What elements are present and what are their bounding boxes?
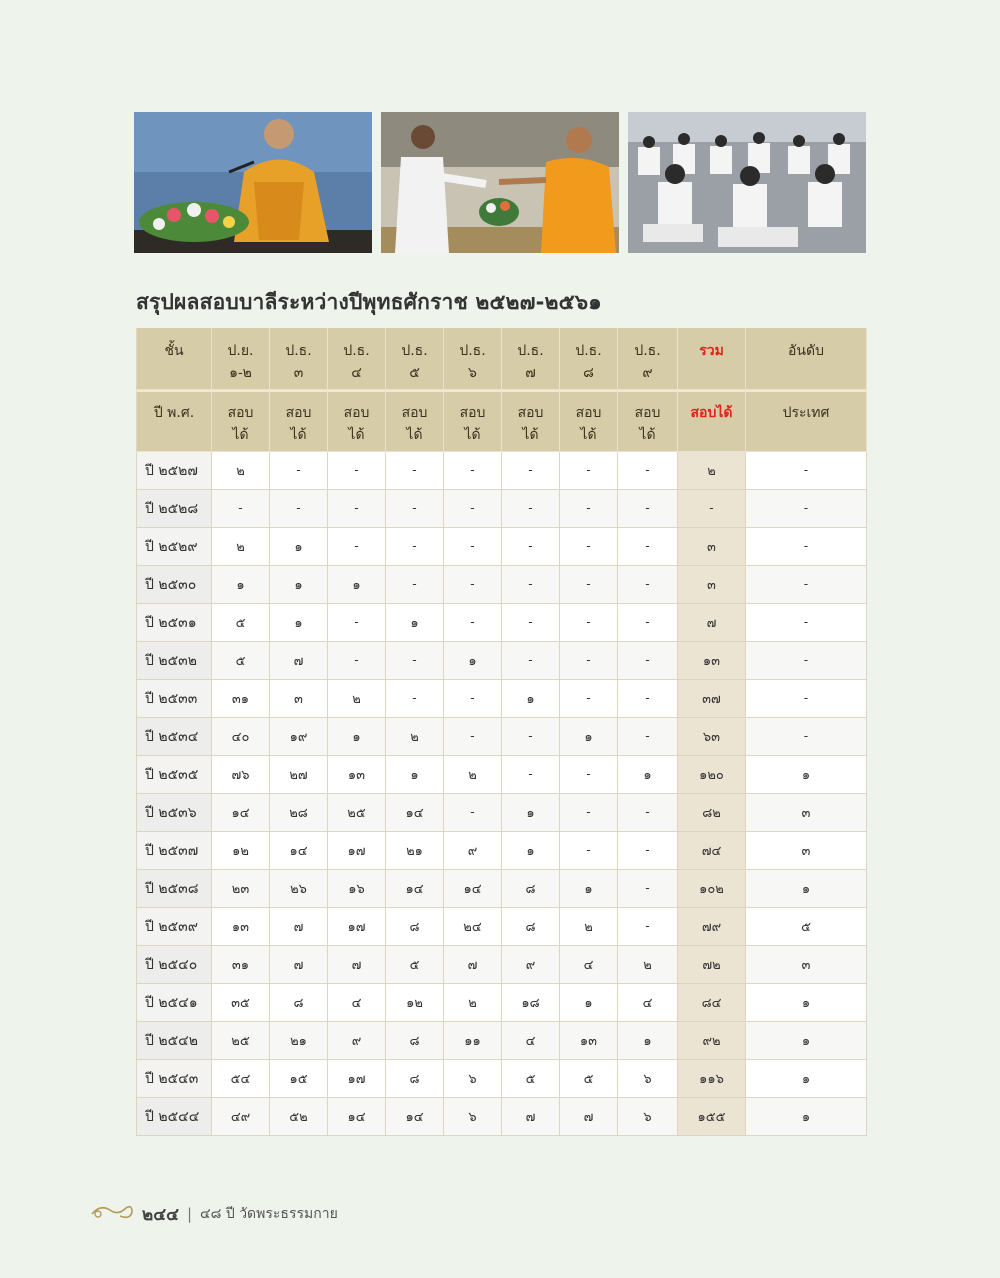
pass-count-cell: - bbox=[618, 680, 678, 718]
total-cell: ๗๔ bbox=[678, 832, 746, 870]
rank-cell: ๑ bbox=[746, 984, 867, 1022]
pass-count-cell: - bbox=[270, 452, 328, 490]
table-row bbox=[136, 870, 867, 908]
pass-count-cell: - bbox=[618, 604, 678, 642]
page-number: ๒๔๔ bbox=[142, 1204, 179, 1225]
pass-count-cell: ๖ bbox=[618, 1098, 678, 1136]
pass-count-cell: - bbox=[444, 528, 502, 566]
header-year-cell-0: ปี พ.ศ. bbox=[136, 390, 212, 452]
pass-count-cell: - bbox=[560, 566, 618, 604]
header-grade-cell-8: ป.ธ. ๙ bbox=[618, 328, 678, 390]
pass-count-cell: ๓ bbox=[270, 680, 328, 718]
year-cell: ปี ๒๕๓๙ bbox=[136, 908, 212, 946]
header-grade-cell-1: ป.ย. ๑-๒ bbox=[212, 328, 270, 390]
rank-cell: - bbox=[746, 452, 867, 490]
header-year-cell-8: สอบ ได้ bbox=[618, 390, 678, 452]
pass-count-cell: ๗ bbox=[270, 946, 328, 984]
header-grade-cell-6: ป.ธ. ๗ bbox=[502, 328, 560, 390]
pass-count-cell: ๒ bbox=[386, 718, 444, 756]
pass-count-cell: - bbox=[560, 604, 618, 642]
table-header bbox=[136, 328, 867, 452]
year-cell: ปี ๒๕๒๗ bbox=[136, 452, 212, 490]
pass-count-cell: ๒ bbox=[328, 680, 386, 718]
rank-cell: - bbox=[746, 718, 867, 756]
rank-cell: - bbox=[746, 490, 867, 528]
total-cell: ๓๗ bbox=[678, 680, 746, 718]
total-cell: ๗๙ bbox=[678, 908, 746, 946]
pass-count-cell: ๑ bbox=[386, 604, 444, 642]
total-cell: ๑๓ bbox=[678, 642, 746, 680]
header-year-cell-5: สอบ ได้ bbox=[444, 390, 502, 452]
table-row bbox=[136, 984, 867, 1022]
rank-cell: - bbox=[746, 528, 867, 566]
pass-count-cell: ๒๑ bbox=[386, 832, 444, 870]
year-cell: ปี ๒๕๔๒ bbox=[136, 1022, 212, 1060]
swirl-ornament-icon bbox=[90, 1202, 134, 1226]
pass-count-cell: ๑ bbox=[502, 680, 560, 718]
year-cell: ปี ๒๕๔๓ bbox=[136, 1060, 212, 1098]
pass-count-cell: ๙ bbox=[328, 1022, 386, 1060]
pass-count-cell: - bbox=[502, 452, 560, 490]
pass-count-cell: - bbox=[618, 490, 678, 528]
pass-count-cell: ๒ bbox=[444, 756, 502, 794]
pass-count-cell: ๖ bbox=[444, 1060, 502, 1098]
year-cell: ปี ๒๕๓๗ bbox=[136, 832, 212, 870]
total-cell: ๓ bbox=[678, 528, 746, 566]
year-cell: ปี ๒๕๔๑ bbox=[136, 984, 212, 1022]
header-year-cell-6: สอบ ได้ bbox=[502, 390, 560, 452]
total-cell: ๙๒ bbox=[678, 1022, 746, 1060]
pass-count-cell: ๑๑ bbox=[444, 1022, 502, 1060]
pass-count-cell: - bbox=[328, 604, 386, 642]
total-cell: - bbox=[678, 490, 746, 528]
total-cell: ๘๔ bbox=[678, 984, 746, 1022]
table-row bbox=[136, 832, 867, 870]
total-cell: ๘๒ bbox=[678, 794, 746, 832]
pass-count-cell: ๑ bbox=[618, 756, 678, 794]
header-year-cell-2: สอบ ได้ bbox=[270, 390, 328, 452]
pass-count-cell: ๑๖ bbox=[328, 870, 386, 908]
table-row bbox=[136, 490, 867, 528]
book-title: ๔๘ ปี วัดพระธรรมกาย bbox=[200, 1206, 338, 1222]
rank-cell: - bbox=[746, 604, 867, 642]
table-row bbox=[136, 642, 867, 680]
table-row bbox=[136, 566, 867, 604]
total-cell: ๑๕๕ bbox=[678, 1098, 746, 1136]
pass-count-cell: - bbox=[618, 870, 678, 908]
pass-count-cell: - bbox=[502, 604, 560, 642]
pass-count-cell: ๒๗ bbox=[270, 756, 328, 794]
pass-count-cell: ๔๐ bbox=[212, 718, 270, 756]
rank-cell: ๑ bbox=[746, 756, 867, 794]
pass-count-cell: ๖ bbox=[618, 1060, 678, 1098]
header-year-cell-7: สอบ ได้ bbox=[560, 390, 618, 452]
pass-count-cell: ๑ bbox=[328, 566, 386, 604]
pass-count-cell: - bbox=[560, 832, 618, 870]
year-cell: ปี ๒๕๓๓ bbox=[136, 680, 212, 718]
pass-count-cell: ๒๓ bbox=[212, 870, 270, 908]
pass-count-cell: - bbox=[618, 452, 678, 490]
pass-count-cell: ๖ bbox=[444, 1098, 502, 1136]
year-cell: ปี ๒๕๓๒ bbox=[136, 642, 212, 680]
rank-cell: ๕ bbox=[746, 908, 867, 946]
pass-count-cell: - bbox=[618, 642, 678, 680]
table-row bbox=[136, 1098, 867, 1136]
pass-count-cell: ๑๓ bbox=[328, 756, 386, 794]
pass-count-cell: - bbox=[444, 680, 502, 718]
pass-count-cell: ๕๔ bbox=[212, 1060, 270, 1098]
pass-count-cell: ๔ bbox=[328, 984, 386, 1022]
total-cell: ๑๑๖ bbox=[678, 1060, 746, 1098]
pass-count-cell: ๒๔ bbox=[444, 908, 502, 946]
pass-count-cell: - bbox=[386, 490, 444, 528]
pass-count-cell: ๔ bbox=[618, 984, 678, 1022]
pass-count-cell: ๑ bbox=[270, 604, 328, 642]
pass-count-cell: ๗ bbox=[328, 946, 386, 984]
header-year-cell-4: สอบ ได้ bbox=[386, 390, 444, 452]
pass-count-cell: ๒ bbox=[618, 946, 678, 984]
pass-count-cell: - bbox=[618, 566, 678, 604]
pass-count-cell: ๒๘ bbox=[270, 794, 328, 832]
year-cell: ปี ๒๕๓๔ bbox=[136, 718, 212, 756]
pass-count-cell: ๗ bbox=[560, 1098, 618, 1136]
table-row bbox=[136, 680, 867, 718]
pass-count-cell: - bbox=[560, 528, 618, 566]
pass-count-cell: ๗ bbox=[270, 908, 328, 946]
year-cell: ปี ๒๕๓๑ bbox=[136, 604, 212, 642]
rank-cell: - bbox=[746, 680, 867, 718]
pass-count-cell: ๑๕ bbox=[270, 1060, 328, 1098]
pass-count-cell: ๑๗ bbox=[328, 832, 386, 870]
pass-count-cell: ๕ bbox=[386, 946, 444, 984]
pass-count-cell: - bbox=[386, 528, 444, 566]
pass-count-cell: ๙ bbox=[444, 832, 502, 870]
pass-count-cell: - bbox=[328, 642, 386, 680]
pass-count-cell: - bbox=[502, 566, 560, 604]
pass-count-cell: - bbox=[560, 642, 618, 680]
header-row-grade bbox=[136, 328, 867, 390]
pass-count-cell: - bbox=[386, 452, 444, 490]
pass-count-cell: ๓๕ bbox=[212, 984, 270, 1022]
rank-cell: ๑ bbox=[746, 1060, 867, 1098]
rank-cell: - bbox=[746, 566, 867, 604]
header-grade-cell-9: รวม bbox=[678, 328, 746, 390]
pass-count-cell: ๗๖ bbox=[212, 756, 270, 794]
pass-count-cell: ๑๗ bbox=[328, 1060, 386, 1098]
table-row bbox=[136, 604, 867, 642]
year-cell: ปี ๒๕๓๐ bbox=[136, 566, 212, 604]
pass-count-cell: ๑๒ bbox=[386, 984, 444, 1022]
header-year-cell-3: สอบ ได้ bbox=[328, 390, 386, 452]
pass-count-cell: - bbox=[502, 642, 560, 680]
header-grade-cell-4: ป.ธ. ๕ bbox=[386, 328, 444, 390]
table-body bbox=[136, 452, 867, 1136]
pass-count-cell: - bbox=[386, 642, 444, 680]
pass-count-cell: - bbox=[618, 794, 678, 832]
pass-count-cell: ๑ bbox=[502, 832, 560, 870]
pass-count-cell: - bbox=[444, 794, 502, 832]
page-title: สรุปผลสอบบาลีระหว่างปีพุทธศักราช ๒๕๒๗-๒๕๖๑ bbox=[136, 290, 602, 314]
pass-count-cell: - bbox=[502, 490, 560, 528]
pass-count-cell: ๑ bbox=[618, 1022, 678, 1060]
pass-count-cell: - bbox=[444, 490, 502, 528]
rank-cell: ๑ bbox=[746, 1098, 867, 1136]
total-cell: ๑๐๒ bbox=[678, 870, 746, 908]
pass-count-cell: ๒๑ bbox=[270, 1022, 328, 1060]
pass-count-cell: ๑ bbox=[328, 718, 386, 756]
photo-strip bbox=[134, 112, 866, 253]
rank-cell: ๑ bbox=[746, 1022, 867, 1060]
table-row bbox=[136, 718, 867, 756]
year-cell: ปี ๒๕๓๖ bbox=[136, 794, 212, 832]
header-grade-cell-3: ป.ธ. ๔ bbox=[328, 328, 386, 390]
pass-count-cell: - bbox=[560, 452, 618, 490]
pass-count-cell: ๗ bbox=[270, 642, 328, 680]
pass-count-cell: ๑๔ bbox=[212, 794, 270, 832]
total-cell: ๗๒ bbox=[678, 946, 746, 984]
pass-count-cell: ๑๔ bbox=[386, 794, 444, 832]
pass-count-cell: - bbox=[560, 490, 618, 528]
year-cell: ปี ๒๕๓๘ bbox=[136, 870, 212, 908]
pass-count-cell: - bbox=[328, 490, 386, 528]
pass-count-cell: ๓๑ bbox=[212, 946, 270, 984]
table-row bbox=[136, 946, 867, 984]
pass-count-cell: ๑ bbox=[560, 870, 618, 908]
pass-count-cell: ๕๒ bbox=[270, 1098, 328, 1136]
header-grade-cell-10: อันดับ bbox=[746, 328, 867, 390]
pass-count-cell: ๑๔ bbox=[386, 1098, 444, 1136]
rank-cell: ๑ bbox=[746, 870, 867, 908]
pass-count-cell: - bbox=[502, 718, 560, 756]
header-year-cell-10: ประเทศ bbox=[746, 390, 867, 452]
pass-count-cell: ๘ bbox=[502, 908, 560, 946]
rank-cell: ๓ bbox=[746, 832, 867, 870]
pass-count-cell: ๑๙ bbox=[270, 718, 328, 756]
pass-count-cell: ๔ bbox=[502, 1022, 560, 1060]
table-row bbox=[136, 794, 867, 832]
header-year-cell-9: สอบได้ bbox=[678, 390, 746, 452]
year-cell: ปี ๒๕๒๘ bbox=[136, 490, 212, 528]
year-cell: ปี ๒๕๒๙ bbox=[136, 528, 212, 566]
pass-count-cell: ๘ bbox=[386, 908, 444, 946]
pass-count-cell: ๕ bbox=[212, 642, 270, 680]
rank-cell: ๓ bbox=[746, 946, 867, 984]
pass-count-cell: ๑๔ bbox=[270, 832, 328, 870]
pass-count-cell: - bbox=[444, 604, 502, 642]
pass-count-cell: - bbox=[328, 528, 386, 566]
pass-count-cell: ๑๔ bbox=[328, 1098, 386, 1136]
rank-cell: - bbox=[746, 642, 867, 680]
pass-count-cell: ๗ bbox=[444, 946, 502, 984]
pass-count-cell: - bbox=[444, 718, 502, 756]
header-grade-cell-2: ป.ธ. ๓ bbox=[270, 328, 328, 390]
header-grade-cell-0: ชั้น bbox=[136, 328, 212, 390]
pass-count-cell: ๑๓ bbox=[560, 1022, 618, 1060]
pass-count-cell: - bbox=[270, 490, 328, 528]
pass-count-cell: - bbox=[386, 566, 444, 604]
pass-count-cell: ๔ bbox=[560, 946, 618, 984]
pass-count-cell: ๑ bbox=[212, 566, 270, 604]
pass-count-cell: ๒ bbox=[560, 908, 618, 946]
header-grade-cell-5: ป.ธ. ๖ bbox=[444, 328, 502, 390]
pass-count-cell: - bbox=[618, 718, 678, 756]
year-cell: ปี ๒๕๓๕ bbox=[136, 756, 212, 794]
pass-count-cell: ๒๕ bbox=[212, 1022, 270, 1060]
table-row bbox=[136, 1022, 867, 1060]
exam-results-table bbox=[136, 328, 867, 1136]
pass-count-cell: - bbox=[444, 566, 502, 604]
pass-count-cell: - bbox=[502, 528, 560, 566]
pass-count-cell: - bbox=[618, 832, 678, 870]
table-row bbox=[136, 452, 867, 490]
table-row bbox=[136, 756, 867, 794]
pass-count-cell: ๒๖ bbox=[270, 870, 328, 908]
pass-count-cell: ๘ bbox=[386, 1060, 444, 1098]
pass-count-cell: - bbox=[560, 794, 618, 832]
pass-count-cell: ๘ bbox=[270, 984, 328, 1022]
pass-count-cell: ๒๕ bbox=[328, 794, 386, 832]
monk-giving-award-photo bbox=[381, 112, 619, 253]
year-cell: ปี ๒๕๔๔ bbox=[136, 1098, 212, 1136]
pass-count-cell: ๕ bbox=[502, 1060, 560, 1098]
total-cell: ๑๒๐ bbox=[678, 756, 746, 794]
table-row bbox=[136, 908, 867, 946]
pass-count-cell: ๑ bbox=[560, 984, 618, 1022]
pass-count-cell: ๘ bbox=[502, 870, 560, 908]
students-taking-exam-photo bbox=[628, 112, 866, 253]
header-row-year bbox=[136, 390, 867, 452]
pass-count-cell: - bbox=[502, 756, 560, 794]
pass-count-cell: - bbox=[328, 452, 386, 490]
total-cell: ๖๓ bbox=[678, 718, 746, 756]
pass-count-cell: ๑ bbox=[270, 566, 328, 604]
pass-count-cell: ๑๓ bbox=[212, 908, 270, 946]
table-row bbox=[136, 528, 867, 566]
pass-count-cell: ๙ bbox=[502, 946, 560, 984]
page-footer bbox=[90, 1200, 338, 1228]
footer-separator: | bbox=[186, 1205, 193, 1223]
pass-count-cell: ๕ bbox=[560, 1060, 618, 1098]
total-cell: ๗ bbox=[678, 604, 746, 642]
pass-count-cell: ๑ bbox=[270, 528, 328, 566]
pass-count-cell: ๑๗ bbox=[328, 908, 386, 946]
pass-count-cell: ๑ bbox=[502, 794, 560, 832]
monk-speaking-photo bbox=[134, 112, 372, 253]
pass-count-cell: ๓๑ bbox=[212, 680, 270, 718]
pass-count-cell: ๑๒ bbox=[212, 832, 270, 870]
pass-count-cell: ๕ bbox=[212, 604, 270, 642]
pass-count-cell: - bbox=[618, 908, 678, 946]
table-row bbox=[136, 1060, 867, 1098]
pass-count-cell: ๔๙ bbox=[212, 1098, 270, 1136]
pass-count-cell: ๒ bbox=[212, 528, 270, 566]
pass-count-cell: - bbox=[560, 680, 618, 718]
pass-count-cell: ๑ bbox=[444, 642, 502, 680]
pass-count-cell: ๑๘ bbox=[502, 984, 560, 1022]
pass-count-cell: ๑๔ bbox=[386, 870, 444, 908]
total-cell: ๓ bbox=[678, 566, 746, 604]
pass-count-cell: ๗ bbox=[502, 1098, 560, 1136]
pass-count-cell: ๒ bbox=[212, 452, 270, 490]
pass-count-cell: - bbox=[386, 680, 444, 718]
pass-count-cell: ๑ bbox=[386, 756, 444, 794]
pass-count-cell: - bbox=[212, 490, 270, 528]
rank-cell: ๓ bbox=[746, 794, 867, 832]
pass-count-cell: ๒ bbox=[444, 984, 502, 1022]
pass-count-cell: ๘ bbox=[386, 1022, 444, 1060]
pass-count-cell: - bbox=[560, 756, 618, 794]
header-year-cell-1: สอบ ได้ bbox=[212, 390, 270, 452]
pass-count-cell: - bbox=[444, 452, 502, 490]
header-grade-cell-7: ป.ธ. ๘ bbox=[560, 328, 618, 390]
pass-count-cell: ๑ bbox=[560, 718, 618, 756]
total-cell: ๒ bbox=[678, 452, 746, 490]
year-cell: ปี ๒๕๔๐ bbox=[136, 946, 212, 984]
pass-count-cell: ๑๔ bbox=[444, 870, 502, 908]
pass-count-cell: - bbox=[618, 528, 678, 566]
